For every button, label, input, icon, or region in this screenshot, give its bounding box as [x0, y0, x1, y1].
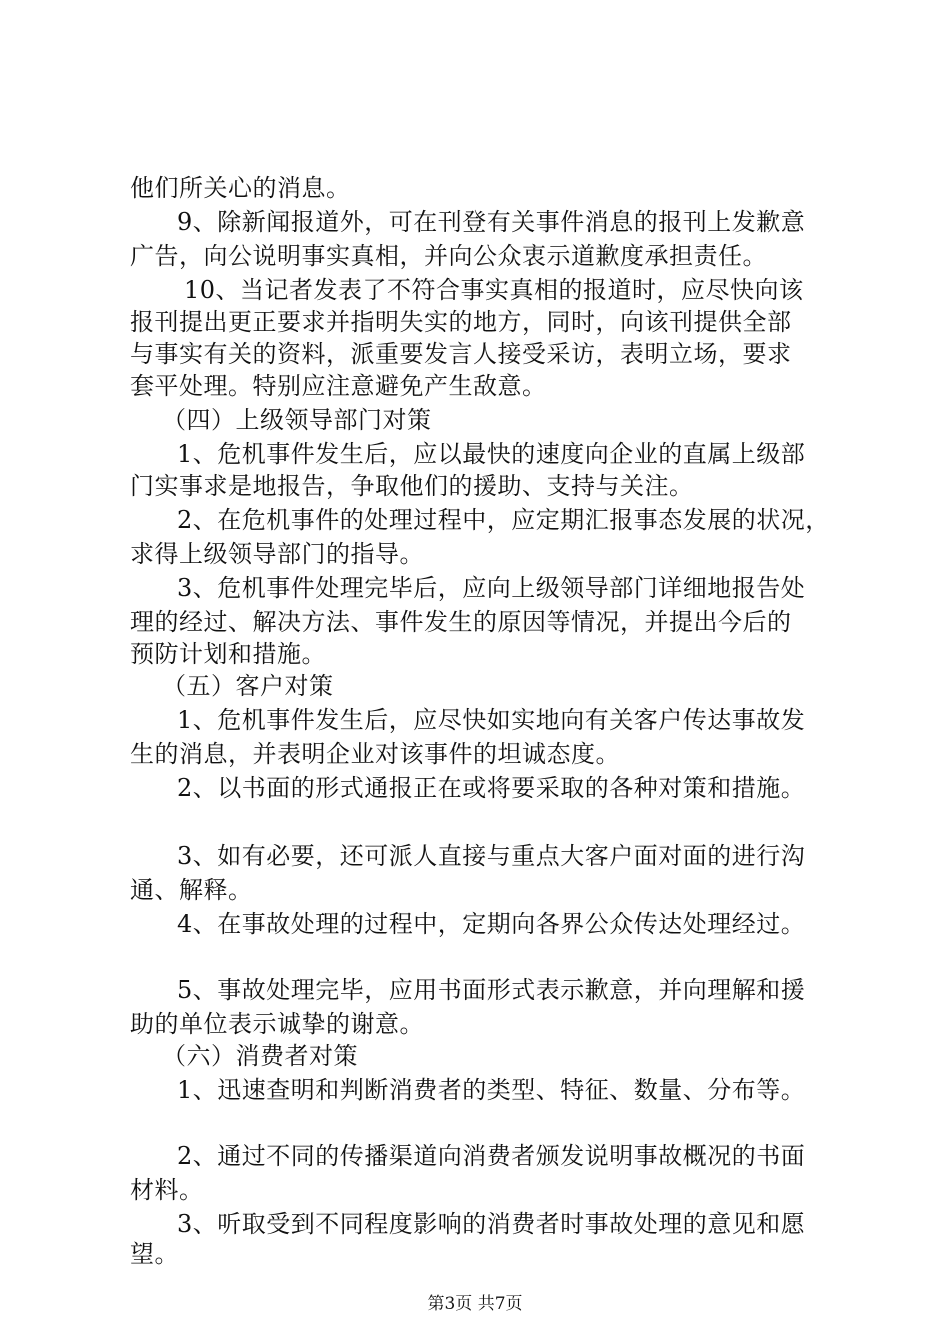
text-line: 材料。 [130, 1176, 204, 1204]
text-line: 他们所关心的消息。 [130, 174, 351, 202]
section-heading: （六）消费者对策 [162, 1042, 358, 1070]
text-line: 2、通过不同的传播渠道向消费者颁发说明事故概况的书面 [177, 1142, 806, 1170]
text-line: 门实事求是地报告，争取他们的援助、支持与关注。 [130, 472, 694, 500]
page-footer: 第3页 共7页 [427, 1294, 523, 1314]
text-line: 1、迅速查明和判断消费者的类型、特征、数量、分布等。 [177, 1076, 806, 1104]
section-heading: （四）上级领导部门对策 [162, 406, 432, 434]
text-line: 3、如有必要，还可派人直接与重点大客户面对面的进行沟 [177, 842, 806, 870]
text-line: 3、听取受到不同程度影响的消费者时事故处理的意见和愿 [177, 1210, 806, 1238]
text-line: 生的消息，并表明企业对该事件的坦诚态度。 [130, 740, 620, 768]
text-line: 1、危机事件发生后，应以最快的速度向企业的直属上级部 [177, 440, 806, 468]
text-line: 10、当记者发表了不符合事实真相的报道时，应尽快向该 [184, 276, 804, 304]
text-line: 报刊提出更正要求并指明失实的地方，同时，向该刊提供全部 [130, 308, 792, 336]
text-line: 理的经过、解决方法、事件发生的原因等情况，并提出今后的 [130, 608, 792, 636]
text-line: 套平处理。特别应注意避免产生敌意。 [130, 372, 547, 400]
text-line: 助的单位表示诚挚的谢意。 [130, 1010, 424, 1038]
text-line: 预防计划和措施。 [130, 640, 326, 668]
text-line: 1、危机事件发生后，应尽快如实地向有关客户传达事故发 [177, 706, 806, 734]
text-line: 4、在事故处理的过程中，定期向各界公众传达处理经过。 [177, 910, 806, 938]
text-line: 通、解释。 [130, 876, 253, 904]
section-heading: （五）客户对策 [162, 672, 334, 700]
text-line: 5、事故处理完毕，应用书面形式表示歉意，并向理解和援 [177, 976, 806, 1004]
text-line: 广告，向公说明事实真相，并向公众衷示道歉度承担责任。 [130, 242, 767, 270]
text-line: 求得上级领导部门的指导。 [130, 540, 424, 568]
text-line: 2、以书面的形式通报正在或将要采取的各种对策和措施。 [177, 774, 806, 802]
text-line: 望。 [130, 1240, 179, 1268]
text-line: 2、在危机事件的处理过程中，应定期汇报事态发展的状况， [177, 506, 830, 534]
text-line: 3、危机事件处理完毕后，应向上级领导部门详细地报告处 [177, 574, 806, 602]
text-line: 9、除新闻报道外，可在刊登有关事件消息的报刊上发歉意 [177, 208, 806, 236]
text-line: 与事实有关的资料，派重要发言人接受采访，表明立场，要求 [130, 340, 792, 368]
